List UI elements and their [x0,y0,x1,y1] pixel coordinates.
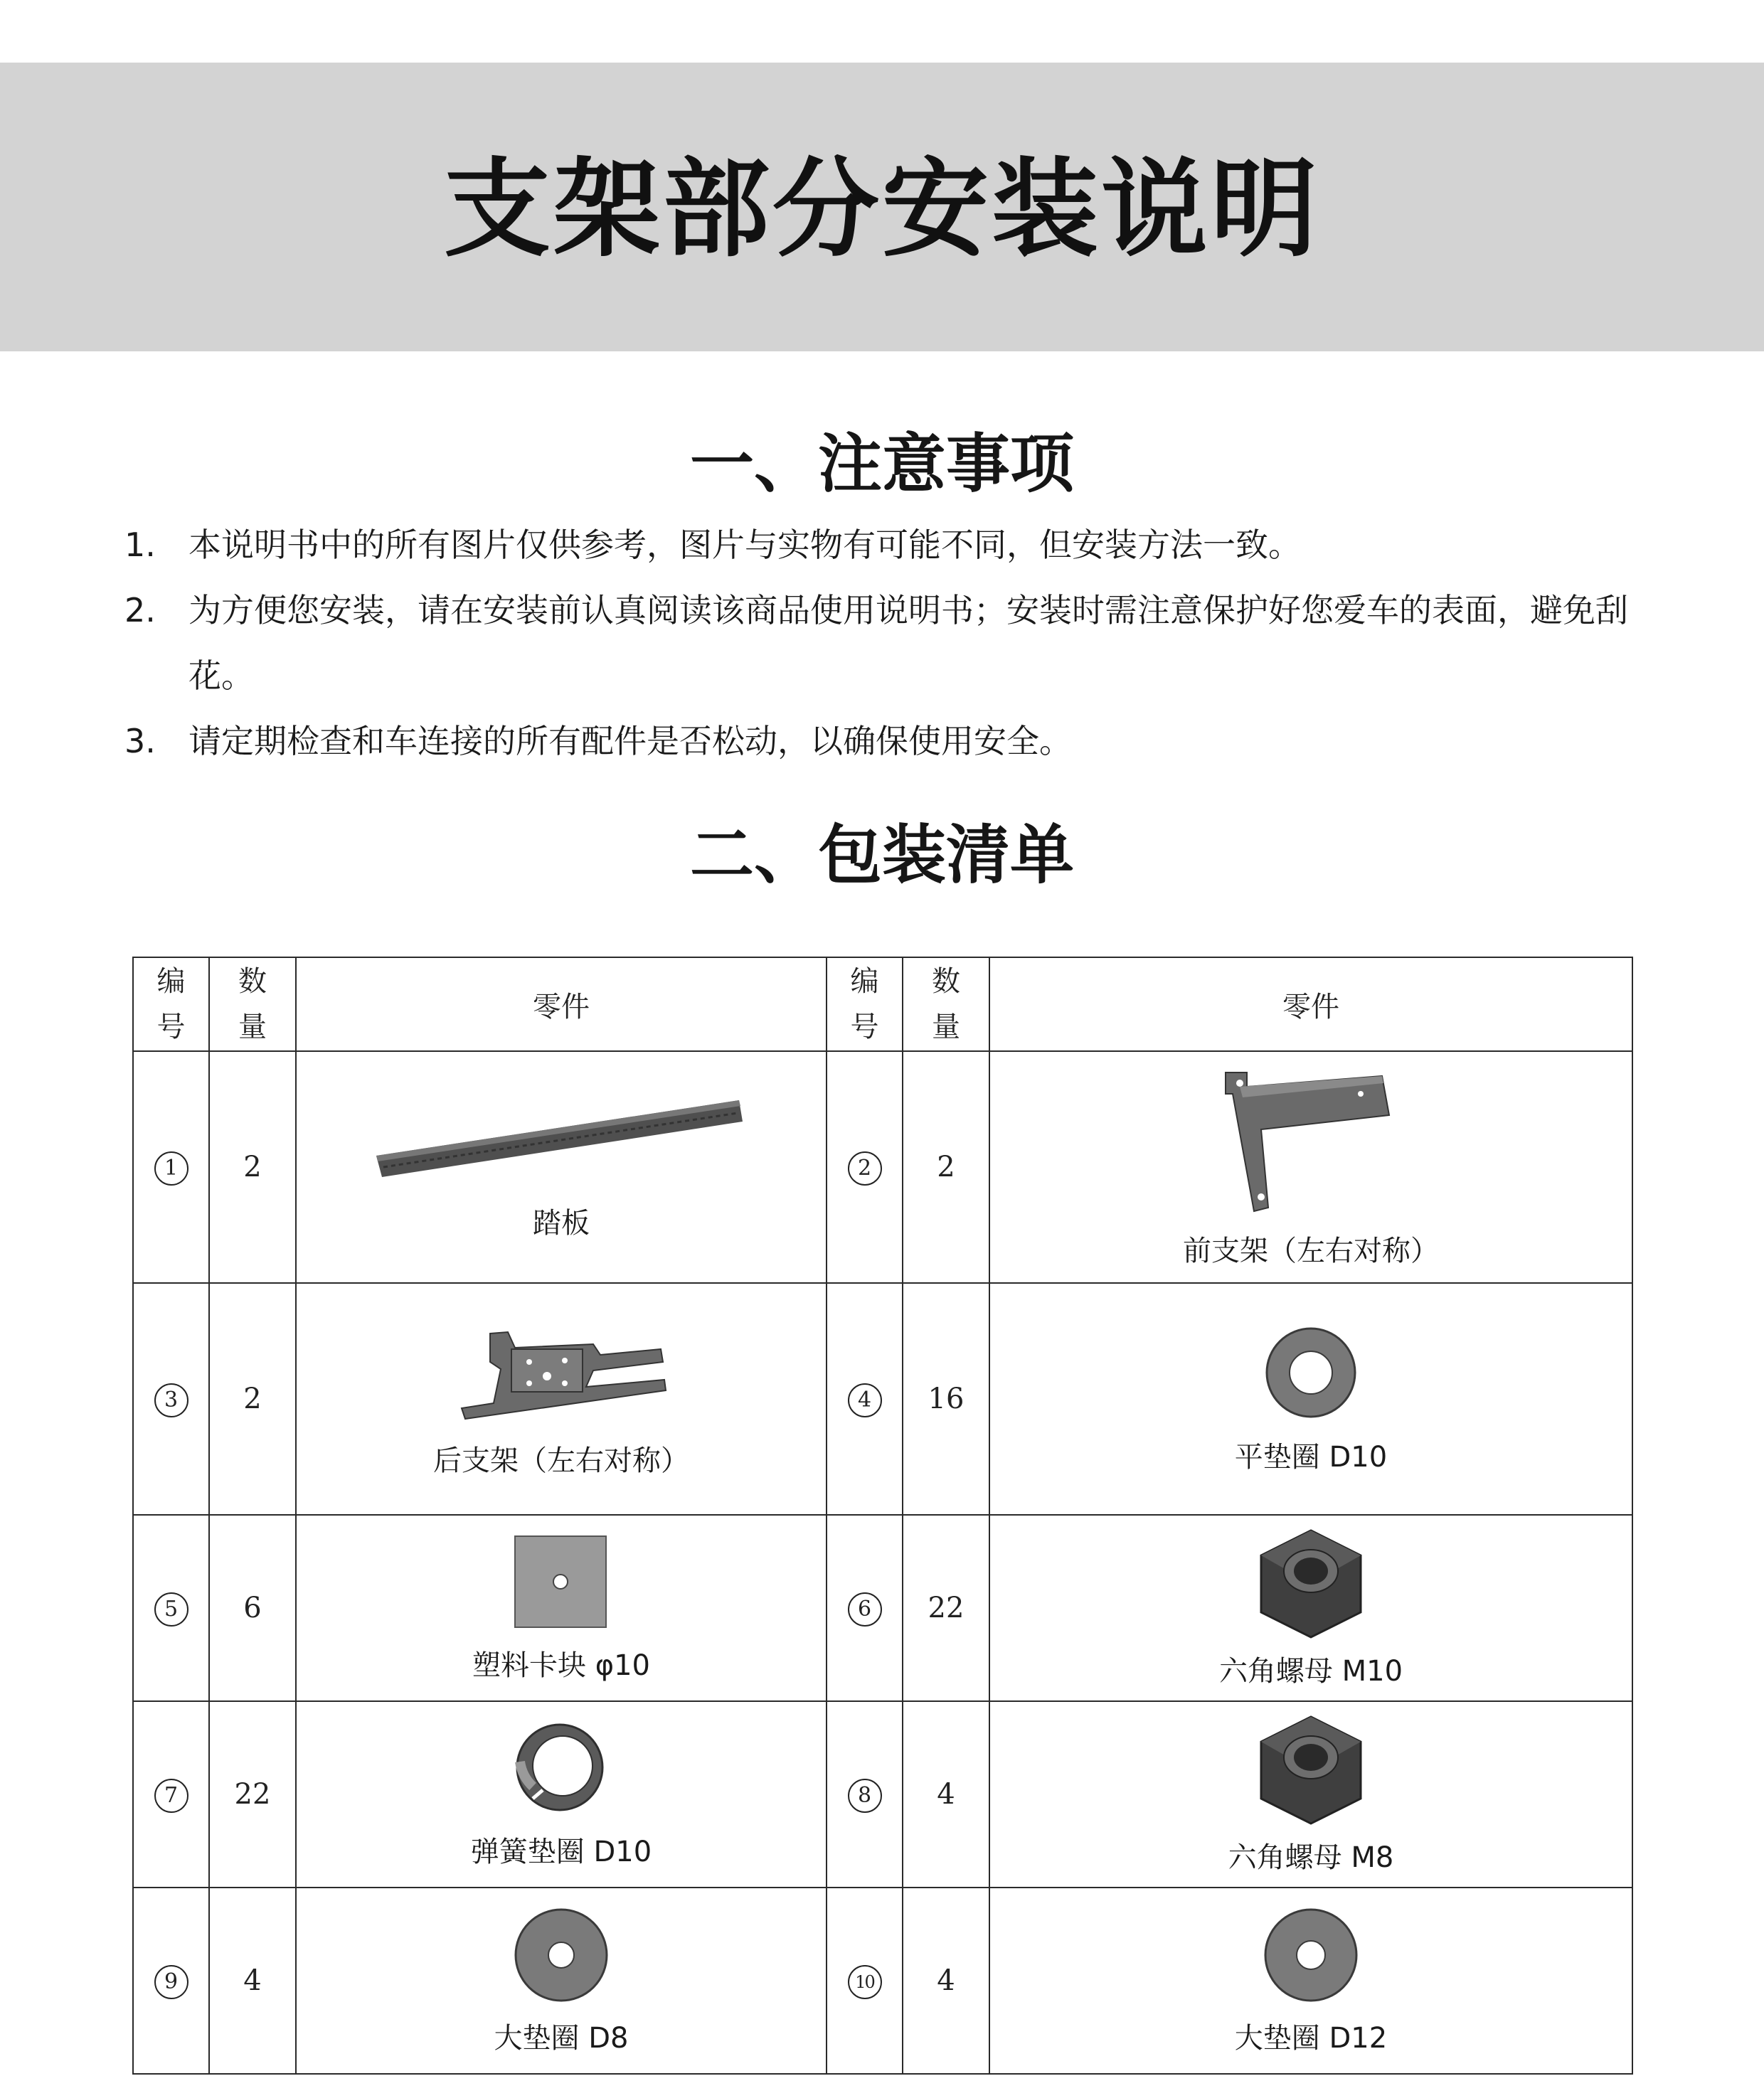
part-cell [989,1515,1632,1701]
item-number: 10 [827,1888,903,2074]
part-name: 六角螺母 M8 [1228,1841,1394,1874]
item-quantity: 16 [903,1283,989,1515]
item-quantity: 4 [209,1888,296,2074]
header-number: 编 号 [133,957,209,1051]
part-cell [296,1515,827,1701]
table-row [133,1515,1632,1701]
part-name: 六角螺母 M10 [1218,1655,1403,1688]
item-number: 9 [133,1888,209,2074]
part-cell [989,1701,1632,1888]
item-quantity: 2 [209,1051,296,1283]
item-number: 3 [133,1283,209,1515]
item-quantity: 2 [209,1283,296,1515]
note-text: 请定期检查和车连接的所有配件是否松动，以确保使用安全。 [188,722,1072,760]
part-name: 平垫圈 D10 [1234,1441,1388,1474]
note-item [124,577,1661,708]
spring-washer-icon [511,1719,611,1819]
note-text: 本说明书中的所有图片仅供参考，图片与实物有可能不同，但安装方法一致。 [188,526,1301,564]
notes-heading: 一、注意事项 [690,427,1074,501]
item-number: 7 [133,1701,209,1888]
table-row [133,1283,1632,1515]
item-quantity: 6 [209,1515,296,1701]
part-cell [989,1051,1632,1283]
note-number: 1. [124,526,156,564]
part-name: 塑料卡块 φ10 [472,1649,650,1682]
note-item [124,708,1661,774]
page-title: 支架部分安装说明 [443,148,1320,272]
note-item [124,512,1661,577]
part-name: 大垫圈 D12 [1234,2022,1388,2055]
packing-heading: 二、包装清单 [690,818,1074,893]
part-cell [296,1888,827,2074]
part-name: 大垫圈 D8 [494,2022,629,2055]
large-washer-icon [1261,1905,1361,2005]
hex-nut-icon [1250,1713,1371,1827]
part-name: 弹簧垫圈 D10 [470,1836,652,1868]
part-cell [296,1051,827,1283]
item-number: 1 [133,1051,209,1283]
item-number: 4 [827,1283,903,1515]
item-quantity: 4 [903,1888,989,2074]
flat-washer-icon [1261,1323,1361,1422]
packing-table [132,957,1633,2075]
item-quantity: 4 [903,1701,989,1888]
item-number: 8 [827,1701,903,1888]
table-header-row [133,957,1632,1051]
hex-nut-icon [1250,1527,1371,1641]
part-cell [989,1888,1632,2074]
part-cell [296,1701,827,1888]
part-cell [989,1283,1632,1515]
plastic-clip-icon [511,1533,611,1632]
header-quantity: 数 量 [209,957,296,1051]
header-number: 编 号 [827,957,903,1051]
footboard-icon [362,1093,760,1178]
note-text: 为方便您安装，请在安装前认真阅读该商品使用说明书；安装时需注意保护好您爱车的表面，避免刮花。 [188,591,1628,695]
header-quantity: 数 量 [903,957,989,1051]
part-name: 前支架（左右对称） [1183,1235,1439,1267]
table-row [133,1701,1632,1888]
part-name: 后支架（左右对称） [433,1444,689,1477]
front-bracket-icon [1218,1065,1403,1215]
item-number: 2 [827,1051,903,1283]
item-quantity: 22 [903,1515,989,1701]
part-name: 踏板 [533,1207,590,1240]
item-quantity: 2 [903,1051,989,1283]
item-number: 5 [133,1515,209,1701]
part-cell [296,1283,827,1515]
table-row [133,1051,1632,1283]
table-row [133,1888,1632,2074]
note-number: 3. [124,722,156,760]
item-number: 6 [827,1515,903,1701]
notes-list [124,512,1661,774]
large-washer-icon [511,1905,611,2005]
item-quantity: 22 [209,1701,296,1888]
note-number: 2. [124,591,156,629]
header-part: 零件 [989,957,1632,1051]
rear-bracket-icon [451,1319,671,1426]
header-part: 零件 [296,957,827,1051]
